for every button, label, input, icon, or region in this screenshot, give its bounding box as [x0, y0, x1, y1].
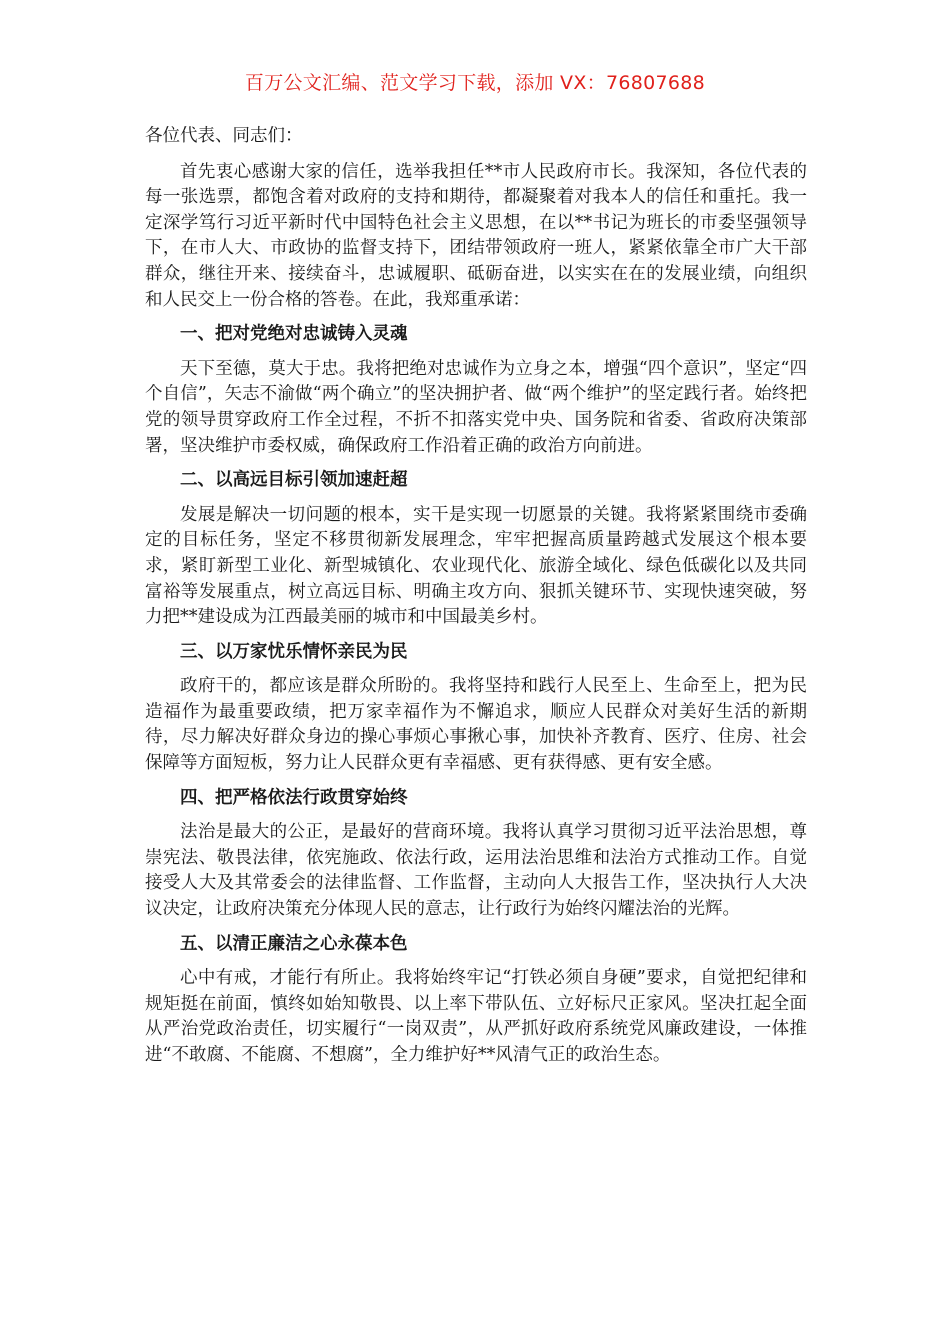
section-heading-2: 二、以高远目标引领加速赶超: [180, 470, 408, 491]
section-body-4: 法治是最大的公正，是最好的营商环境。我将认真学习贯彻习近平法治思想，尊崇宪法、敬畏法律，依宪施政、依法行政，运用法治思维和法治方式推动工作。自觉接受人大及其常委会的法律监督、工作监督，主动向人大报告工作，坚决执行人大决议决定，让政府决策充分体现人民的意志，让行政行为始终闪耀法治的光辉。: [145, 822, 807, 920]
section-body-5: 心中有戒，才能行有所止。我将始终牢记“打铁必须自身硬”要求，自觉把纪律和规矩挺在前面，慎终如始知敬畏、以上率下带队伍、立好标尺正家风。坚决扛起全面从严治党政治责任，切实履行“一岗双责”，从严抓好政府系统党风廉政建设，一体推进“不敢腐、不能腐、不想腐”，全力维护好**风清气正的政治生态。: [145, 968, 807, 1065]
section-heading-3: 三、以万家忧乐情怀亲民为民: [180, 641, 408, 662]
salutation: 各位代表、同志们：: [145, 126, 303, 146]
section-body-2: 发展是解决一切问题的根本，实干是实现一切愿景的关键。我将紧紧围绕市委确定的目标任务，坚定不移贯彻新发展理念，牢牢把握高质量跨越式发展这个根本要求，紧盯新型工业化、新型城镇化、农业现代化、旅游全域化、绿色低碳化以及共同富裕等发展重点，树立高远目标、明确主攻方向、狠抓关键环节、实现快速突破，努力把**建设成为江西最美丽的城市和中国最美乡村。: [145, 504, 807, 628]
section-body-3: 政府干的，都应该是群众所盼的。我将坚持和践行人民至上、生命至上，把为民造福作为最重要政绩，把万家幸福作为不懈追求，顺应人民群众对美好生活的新期待，尽力解决好群众身边的操心事烦心事揪心事，加快补齐教育、医疗、住房、社会保障等方面短板，努力让人民群众更有幸福感、更有获得感、更有安全感。: [145, 676, 807, 774]
document-body: [145, 124, 807, 1078]
header-banner: 百万公文汇编、范文学习下载，添加 VX：76807688: [244, 72, 706, 94]
section-heading-5: 五、以清正廉洁之心永葆本色: [180, 933, 408, 954]
intro-paragraph: 首先衷心感谢大家的信任，选举我担任**市人民政府市长。我深知，各位代表的每一张选票，都饱含着对政府的支持和期待，都凝聚着对我本人的信任和重托。我一定深学笃行习近平新时代中国特色社会主义思想，在以**书记为班长的市委坚强领导下，在市人大、市政协的监督支持下，团结带领政府一班人，紧紧依靠全市广大干部群众，继往开来、接续奋斗，忠诚履职、砥砺奋进，以实实在在的发展业绩，向组织和人民交上一份合格的答卷。在此，我郑重承诺：: [145, 161, 807, 310]
section-heading-4: 四、把严格依法行政贯穿始终: [180, 787, 408, 808]
section-body-1: 天下至德，莫大于忠。我将把绝对忠诚作为立身之本，增强“四个意识”，坚定“四个自信”，矢志不渝做“两个确立”的坚决拥护者、做“两个维护”的坚定践行者。始终把党的领导贯穿政府工作全过程，不折不扣落实党中央、国务院和省委、省政府决策部署，坚决维护市委权威，确保政府工作沿着正确的政治方向前进。: [145, 358, 807, 456]
section-heading-1: 一、把对党绝对忠诚铸入灵魂: [180, 324, 408, 345]
